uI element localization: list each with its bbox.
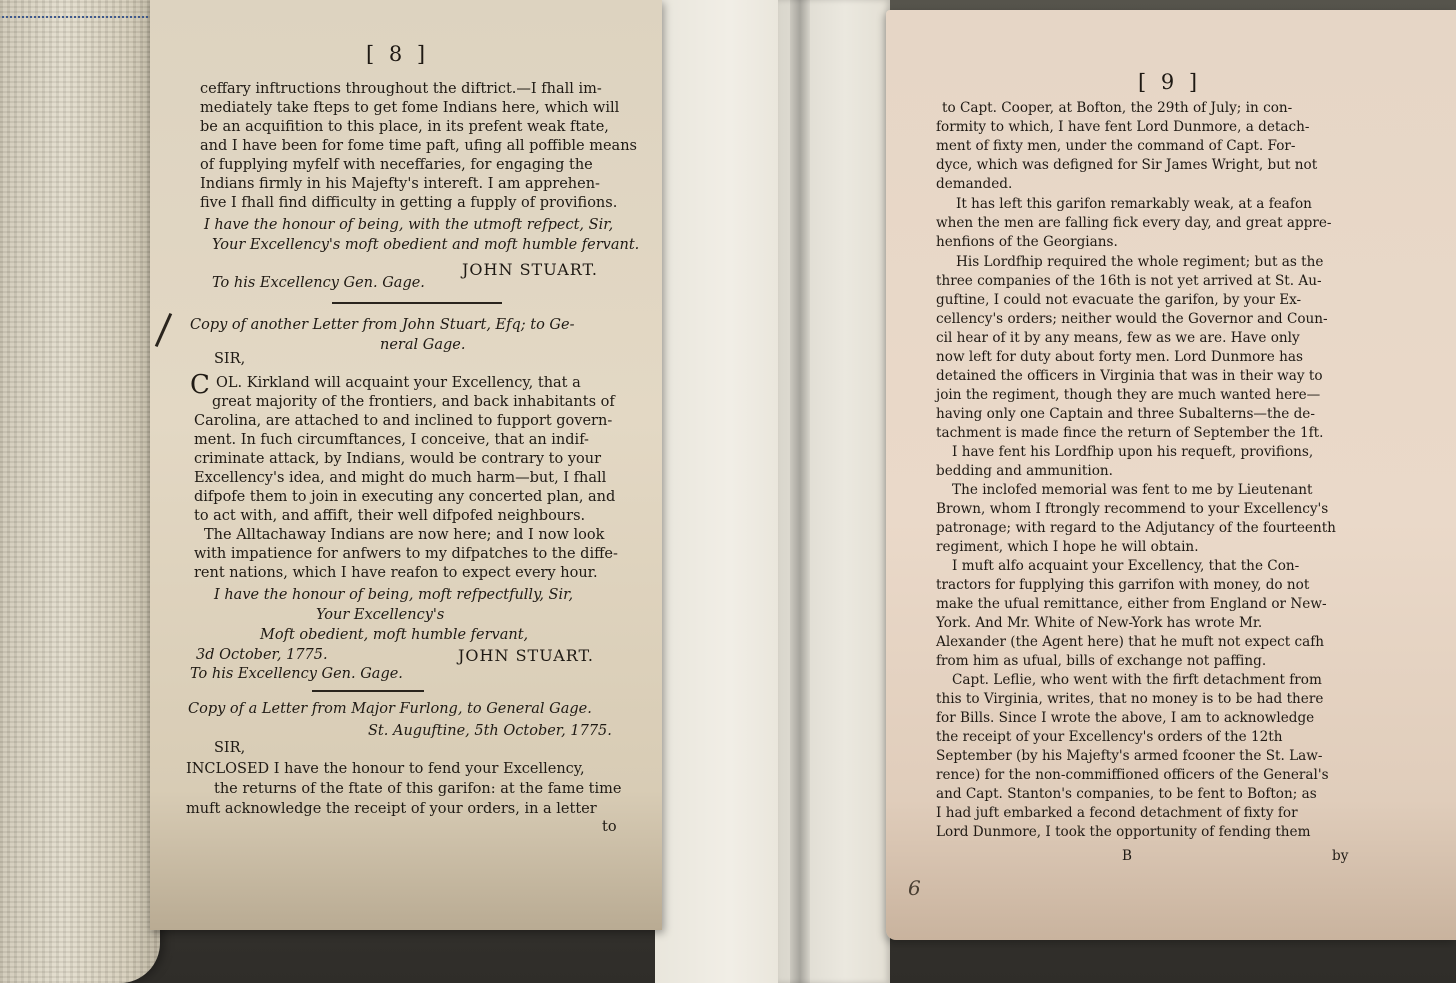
body-line: Capt. Leflie, who went with the firft detachment from	[952, 672, 1322, 688]
letter-heading: neral Gage.	[380, 337, 466, 353]
catchword: to	[602, 819, 617, 835]
body-line: Lord Dunmore, I took the opportunity of fending them	[936, 824, 1311, 840]
body-line: henfions of the Georgians.	[936, 234, 1118, 250]
body-line: to Capt. Cooper, at Bofton, the 29th of July; in con-	[942, 100, 1293, 116]
body-line: OL. Kirkland will acquaint your Excellency, that a	[216, 375, 581, 391]
body-line: great majority of the frontiers, and back inhabitants of	[212, 394, 615, 410]
body-line: The inclofed memorial was fent to me by Lieutenant	[952, 482, 1313, 498]
body-line: tachment is made fince the return of September the 1ft.	[936, 425, 1324, 441]
body-line: guftine, I could not evacuate the garifon, by your Ex-	[936, 292, 1302, 308]
letter-heading: Copy of a Letter from Major Furlong, to General Gage.	[188, 701, 592, 717]
addressee: To his Excellency Gen. Gage.	[190, 666, 403, 682]
page-number: [ 8 ]	[366, 42, 430, 66]
body-line: Brown, whom I ftrongly recommend to your Excellency's	[936, 501, 1329, 517]
body-line: ceffary inftructions throughout the diftrict.—I fhall im-	[200, 81, 602, 97]
body-line: September (by his Majefty's armed fcooner the St. Law-	[936, 748, 1323, 764]
body-line: I had juft embarked a fecond detachment of fixty for	[936, 805, 1298, 821]
closing-line: I have the honour of being, moft refpectfully, Sir,	[214, 587, 574, 603]
body-line: cellency's orders; neither would the Governor and Coun-	[936, 311, 1328, 327]
body-line: difpofe them to join in executing any concerted plan, and	[194, 489, 616, 505]
body-line: of fupplying myfelf with neceffaries, for engaging the	[200, 157, 593, 173]
body-line: demanded.	[936, 176, 1013, 192]
catchword: by	[1332, 848, 1349, 864]
closing-line: I have the honour of being, with the utmoft refpect, Sir,	[204, 217, 614, 233]
blue-thread	[2, 16, 152, 38]
body-line: formity to which, I have fent Lord Dunmore, a detach-	[936, 119, 1310, 135]
body-line: three companies of the 16th is not yet arrived at St. Au-	[936, 273, 1322, 289]
body-line: rence) for the non-commiffioned officers of the General's	[936, 767, 1329, 783]
body-line: INCLOSED I have the honour to fend your Excellency,	[186, 761, 585, 777]
page-8	[150, 0, 662, 930]
body-line: ment of fixty men, under the command of Capt. For-	[936, 138, 1296, 154]
letter-heading: Copy of another Letter from John Stuart, Efq; to Ge-	[190, 317, 575, 333]
body-line: Excellency's idea, and might do much harm—but, I fhall	[194, 470, 607, 486]
letter-date: 3d October, 1775.	[196, 647, 328, 663]
body-line: from him as ufual, bills of exchange not paffing.	[936, 653, 1267, 669]
handwritten-number: 6	[908, 876, 921, 900]
body-line: Alexander (the Agent here) that he muft not expect cafh	[936, 634, 1325, 650]
body-line: this to Virginia, writes, that no money is to be had there	[936, 691, 1324, 707]
place-date: St. Auguftine, 5th October, 1775.	[368, 723, 612, 739]
body-line: Indians firmly in his Majefty's intereft. I am apprehen-	[200, 176, 600, 192]
body-line: I have fent his Lordfhip upon his requeft, provifions,	[952, 444, 1314, 460]
signature-mark: B	[1122, 848, 1132, 864]
closing-line: Moft obedient, moft humble fervant,	[260, 627, 529, 643]
body-line: ment. In fuch circumftances, I conceive, that an indif-	[194, 432, 589, 448]
body-line: criminate attack, by Indians, would be contrary to your	[194, 451, 602, 467]
body-line: when the men are falling fick every day, and great appre-	[936, 215, 1332, 231]
body-line: cil hear of it by any means, few as we are. Have only	[936, 330, 1300, 346]
signature: JOHN STUART.	[462, 260, 598, 279]
body-line: rent nations, which I have reafon to expect every hour.	[194, 565, 598, 581]
body-line: York. And Mr. White of New-York has wrote Mr.	[936, 615, 1263, 631]
body-line: with impatience for anfwers to my difpatches to the diffe-	[194, 546, 618, 562]
body-line: bedding and ammunition.	[936, 463, 1113, 479]
knitted-book-weight	[0, 0, 160, 983]
body-line: and I have been for fome time paft, ufing all poffible means	[200, 138, 637, 154]
body-line: tractors for fupplying this garrifon with money, do not	[936, 577, 1310, 593]
section-rule	[312, 690, 424, 692]
margin-pencil-mark	[155, 313, 172, 347]
body-line: be an acquifition to this place, in its prefent weak ftate,	[200, 119, 609, 135]
body-line: patronage; with regard to the Adjutancy of the fourteenth	[936, 520, 1336, 536]
body-line: Carolina, are attached to and inclined to fupport govern-	[194, 413, 613, 429]
body-line: the receipt of your Excellency's orders of the 12th	[936, 729, 1283, 745]
body-line: join the regiment, though they are much wanted here—	[936, 387, 1321, 403]
body-line: The Alltachaway Indians are now here; and I now look	[204, 527, 605, 543]
body-line: and Capt. Stanton's companies, to be fent to Bofton; as	[936, 786, 1317, 802]
page-number: [ 9 ]	[1138, 70, 1202, 94]
body-line: having only one Captain and three Subalterns—the de-	[936, 406, 1315, 422]
body-line: now left for duty about forty men. Lord Dunmore has	[936, 349, 1304, 365]
body-line: five I fhall find difficulty in getting a fupply of provifions.	[200, 195, 618, 211]
drop-cap: C	[190, 370, 210, 400]
book-gutter	[790, 0, 810, 983]
body-line: the returns of the ftate of this garifon: at the fame time	[214, 781, 622, 797]
section-rule	[332, 302, 502, 304]
salutation: SIR,	[214, 740, 246, 756]
body-line: I muft alfo acquaint your Excellency, that the Con-	[952, 558, 1300, 574]
salutation: SIR,	[214, 351, 246, 367]
closing-line: Your Excellency's moft obedient and moft humble fervant.	[212, 237, 640, 253]
signature: JOHN STUART.	[458, 646, 594, 665]
body-line: mediately take fteps to get fome Indians here, which will	[200, 100, 620, 116]
closing-line: Your Excellency's	[316, 607, 445, 623]
page-9	[886, 10, 1456, 940]
body-line: It has left this garifon remarkably weak, at a feafon	[956, 196, 1312, 212]
body-line: dyce, which was defigned for Sir James Wright, but not	[936, 157, 1318, 173]
body-line: detained the officers in Virginia that was in their way to	[936, 368, 1323, 384]
body-line: regiment, which I hope he will obtain.	[936, 539, 1199, 555]
body-line: muft acknowledge the receipt of your orders, in a letter	[186, 801, 597, 817]
body-line: His Lordfhip required the whole regiment; but as the	[956, 254, 1324, 270]
body-line: make the ufual remittance, either from England or New-	[936, 596, 1327, 612]
addressee: To his Excellency Gen. Gage.	[212, 275, 425, 291]
body-line: to act with, and affift, their well difpofed neighbours.	[194, 508, 586, 524]
body-line: for Bills. Since I wrote the above, I am to acknowledge	[936, 710, 1315, 726]
